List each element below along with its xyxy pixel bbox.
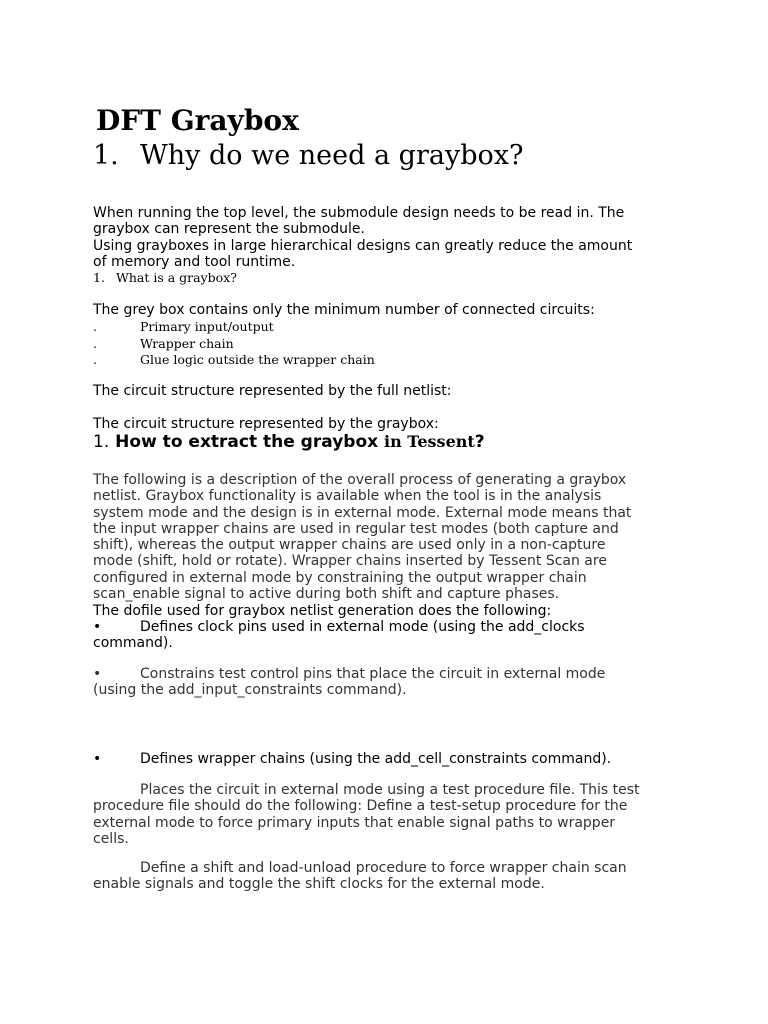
question-text: What is a graybox? xyxy=(116,270,237,285)
bullet-marker: • xyxy=(93,619,102,635)
list-marker: . xyxy=(93,319,97,334)
list-item xyxy=(93,336,375,353)
define-line: Define a shift and load-unload procedure to force wrapper chain scan xyxy=(140,860,627,876)
section-heading-extract xyxy=(93,432,485,452)
places-paragraph xyxy=(93,782,640,847)
bullet-clock-pins xyxy=(93,619,585,652)
question-number: 1. xyxy=(93,270,105,285)
bullet-marker: • xyxy=(93,751,102,767)
bullet-control-pins xyxy=(93,666,605,699)
bullet-text: Defines clock pins used in external mode (using the add_clocks xyxy=(140,619,585,635)
section-heading-question-mark: ? xyxy=(474,432,485,452)
process-line: the input wrapper chains are used in regular test modes (both capture and xyxy=(93,520,619,537)
dofile-line: The dofile used for graybox netlist generation does the following: xyxy=(93,603,552,619)
list-item xyxy=(93,319,375,336)
intro-line: Using grayboxes in large hierarchical designs can greatly reduce the amount xyxy=(93,237,633,254)
list-marker: . xyxy=(93,335,97,351)
places-line: external mode to force primary inputs that enable signal paths to wrapper xyxy=(93,814,616,831)
section-number: 1. xyxy=(93,432,110,452)
doc-title: DFT Graybox xyxy=(96,104,299,137)
process-line: shift), whereas the output wrapper chains are used only in a non-capture xyxy=(93,537,606,554)
process-line: The following is a description of the overall process of generating a graybox xyxy=(93,472,627,488)
section-heading-tail: in Tessent xyxy=(384,432,475,451)
list-marker: . xyxy=(93,352,97,367)
process-line: mode (shift, hold or rotate). Wrapper chains inserted by Tessent Scan are xyxy=(93,553,607,570)
section-heading-why xyxy=(93,140,523,171)
process-paragraph xyxy=(93,472,631,602)
grey-box-intro: The grey box contains only the minimum number of connected circuits: xyxy=(93,302,595,318)
places-line: cells. xyxy=(93,830,129,847)
intro-line: graybox can represent the submodule. xyxy=(93,221,365,238)
intro-paragraph xyxy=(93,205,632,270)
process-line: system mode and the design is in external mode. External mode means that xyxy=(93,504,632,521)
define-line: enable signals and toggle the shift clocks for the external mode. xyxy=(93,876,545,893)
bullet-text: Constrains test control pins that place the circuit in external mode xyxy=(140,666,606,682)
intro-line: of memory and tool runtime. xyxy=(93,253,296,270)
places-line: Places the circuit in external mode using a test procedure file. This test xyxy=(140,782,640,798)
process-line: netlist. Graybox functionality is available when the tool is in the analysis xyxy=(93,488,602,505)
section-heading-text: Why do we need a graybox? xyxy=(140,140,524,171)
bullet-wrapper-chains xyxy=(93,751,611,767)
bullet-marker: • xyxy=(93,666,102,682)
section-number: 1. xyxy=(93,140,119,171)
list-item-text: Primary input/output xyxy=(140,319,274,334)
graybox-structure-label: The circuit structure represented by the graybox: xyxy=(93,416,439,432)
bullet-text-continued: (using the add_input_constraints command). xyxy=(93,682,407,699)
list-item-text: Glue logic outside the wrapper chain xyxy=(140,352,375,367)
question-what-is-graybox xyxy=(93,270,237,285)
define-paragraph xyxy=(93,860,627,893)
list-item xyxy=(93,352,375,369)
process-line: scan_enable signal to active during both shift and capture phases. xyxy=(93,586,560,603)
section-heading-main: How to extract the graybox xyxy=(115,432,379,452)
process-line: configured in external mode by constraining the output wrapper chain xyxy=(93,569,587,586)
places-line: procedure file should do the following: Define a test-setup procedure for the xyxy=(93,798,628,815)
full-netlist-label: The circuit structure represented by the full netlist: xyxy=(93,383,452,399)
bullet-text: Defines wrapper chains (using the add_cell_constraints command). xyxy=(140,751,612,767)
grey-box-list xyxy=(93,319,375,369)
intro-line: When running the top level, the submodule design needs to be read in. The xyxy=(93,205,625,221)
list-item-text: Wrapper chain xyxy=(140,335,234,351)
bullet-text-continued: command). xyxy=(93,635,173,652)
